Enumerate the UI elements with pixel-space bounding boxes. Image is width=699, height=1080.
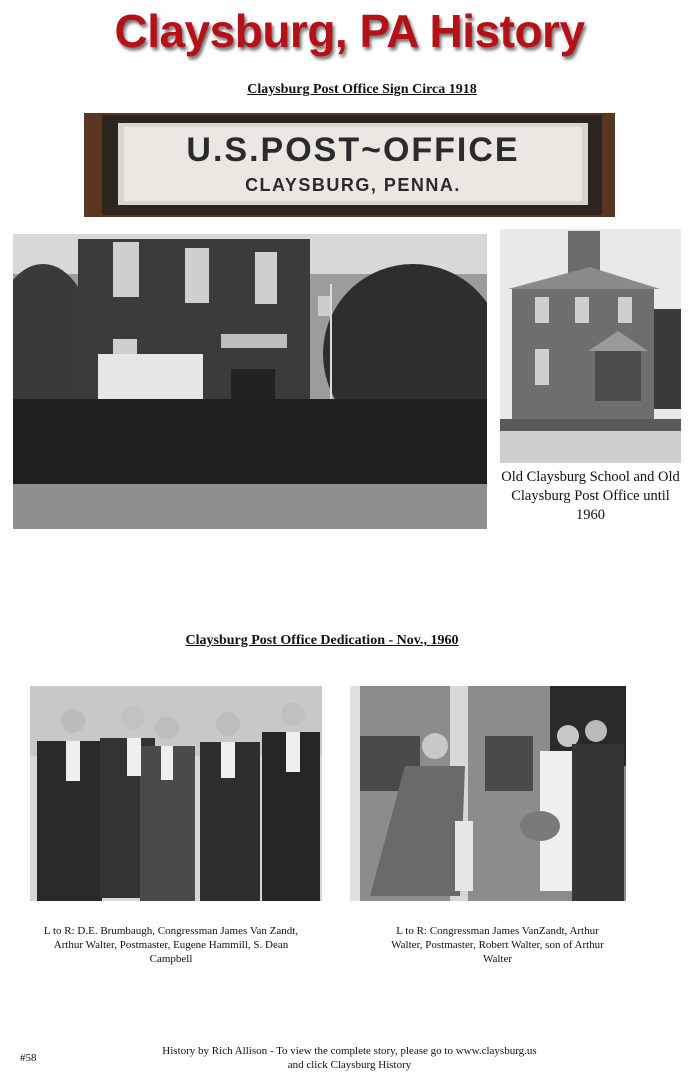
old-school-photo xyxy=(500,229,681,463)
group-photo-caption: L to R: D.E. Brumbaugh, Congressman James Van Zandt, Arthur Walter, Postmaster, Eugene Hammill, S. Dean Campbell xyxy=(43,925,299,965)
sign-heading: Claysburg Post Office Sign Circa 1918 xyxy=(247,82,477,97)
footer-line-1: History by Rich Allison - To view the complete story, please go to www.claysburg.us xyxy=(162,1045,537,1057)
sign-line-1: U.S.POST~OFFICE xyxy=(186,131,520,169)
footer xyxy=(0,1044,699,1072)
ribbon-photo-caption: L to R: Congressman James VanZandt, Arthur Walter, Postmaster, Robert Walter, son of Arthur Walter xyxy=(391,925,604,965)
sign-line-2: CLAYSBURG, PENNA. xyxy=(245,175,461,195)
dedication-group-photo xyxy=(30,686,322,901)
page-number: #58 xyxy=(20,1052,37,1064)
footer-line-2: and click Claysburg History xyxy=(287,1059,412,1071)
post-office-sign-photo xyxy=(84,113,615,217)
ribbon-cutting-photo xyxy=(350,686,626,901)
old-post-office-crowd-photo xyxy=(13,234,487,529)
dedication-heading: Claysburg Post Office Dedication - Nov., 1960 xyxy=(185,633,459,648)
page-title: Claysburg, PA History xyxy=(114,5,585,57)
school-caption: Old Claysburg School and Old Claysburg Post Office until 1960 xyxy=(501,469,680,523)
